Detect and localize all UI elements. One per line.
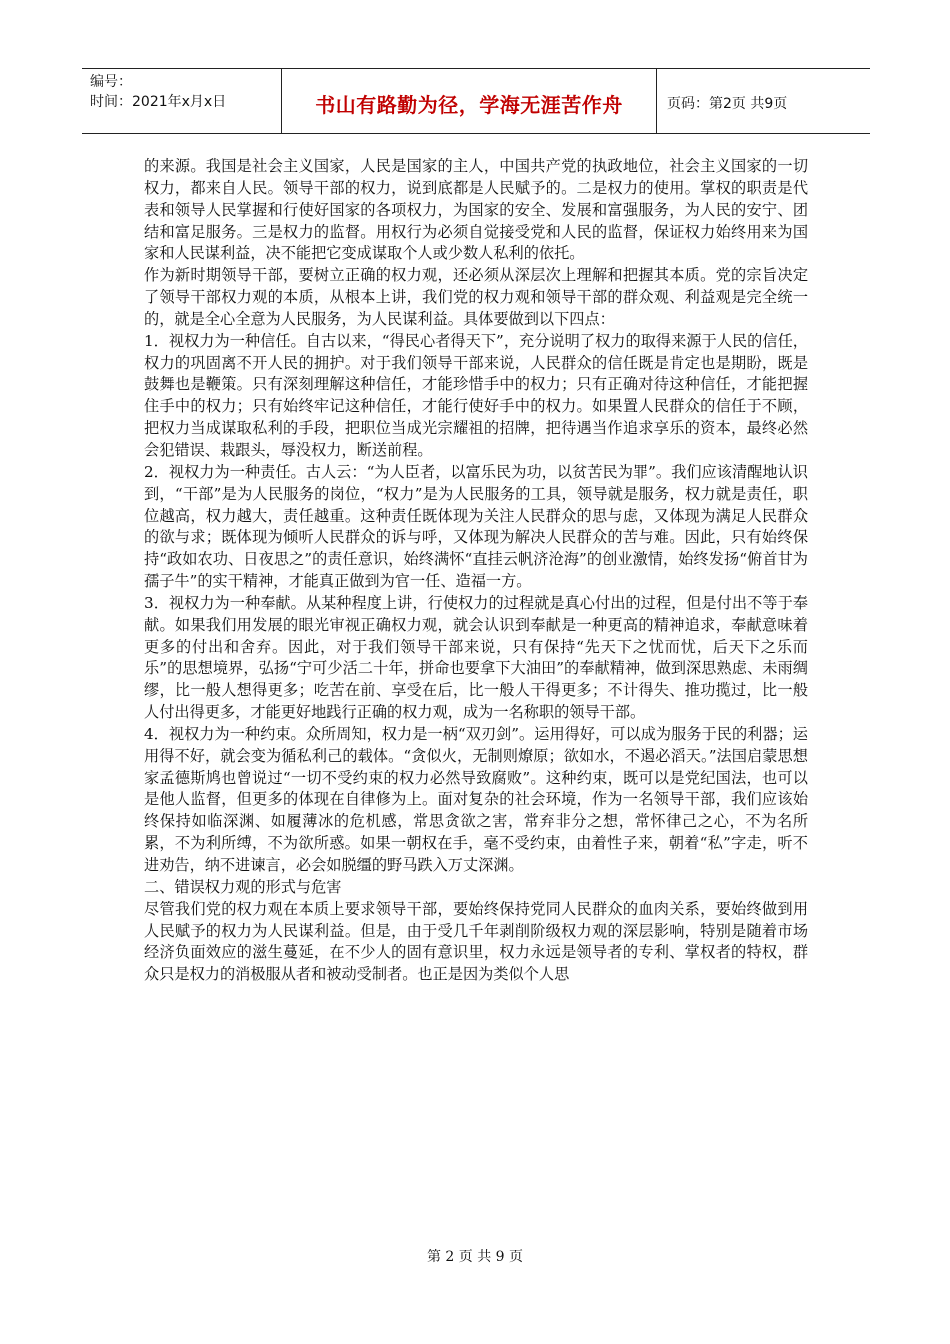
page-footer: 第 2 页 共 9 页 [426, 1249, 524, 1265]
page-header [82, 68, 870, 134]
paragraph: 3．视权力为一种奉献。从某种程度上讲，行使权力的过程就是真心付出的过程，但是付出不等于奉献。如果我们用发展的眼光审视正确权力观，就会认识到奉献是一种更高的精神追求，奉献意味着更多的付出和舍弃。因此，对于我们领导干部来说，只有保持“先天下之忧而忧，后天下之乐而乐”的思想境界，弘扬“宁可少活二十年，拼命也要拿下大油田”的奉献精神，做到深思熟虑、未雨绸缪，比一般人想得更多；吃苦在前、享受在后，比一般人干得更多；不计得失、推功揽过，比一般人付出得更多，才能更好地践行正确的权力观，成为一名称职的领导干部。 [144, 593, 808, 722]
section-heading: 二、错误权力观的形式与危害 [144, 877, 342, 896]
header-motto: 书山有路勤为径，学海无涯苦作舟 [282, 69, 657, 133]
date-line: 时间：2021年x月x日 [90, 94, 227, 110]
paragraph: 4．视权力为一种约束。众所周知，权力是一柄“双刃剑”。运用得好，可以成为服务于民的利器；运用得不好，就会变为循私利己的载体。“贪似火，无制则燎原；欲如水，不遏必滔天。”法国启蒙思想家孟德斯鸠也曾说过“一切不受约束的权力必然导致腐败”。这种约束，既可以是党纪国法，也可以是他人监督，但更多的体现在自律修为上。面对复杂的社会环境，作为一名领导干部，我们应该始终保持如临深渊、如履薄冰的危机感，常思贪欲之害，常弃非分之想，常怀律己之心，不为名所累，不为利所缚，不为欲所惑。如果一朝权在手，毫不受约束，由着性子来，朝着“私”字走，听不进劝告，纳不进谏言，必会如脱缰的野马跌入万丈深渊。 [144, 724, 808, 874]
header-meta [82, 69, 282, 133]
header-page-code: 页码：第2页 共9页 [667, 96, 788, 112]
paragraph: 作为新时期领导干部，要树立正确的权力观，还必须从深层次上理解和把握其本质。党的宗旨决定了领导干部权力观的本质，从根本上讲，我们党的权力观和领导干部的群众观、利益观是完全统一的，就是全心全意为人民服务，为人民谋利益。具体要做到以下四点： [144, 266, 808, 328]
document-body [144, 156, 808, 986]
paragraph: 的来源。我国是社会主义国家，人民是国家的主人，中国共产党的执政地位，社会主义国家的一切权力，都来自人民。领导干部的权力，说到底都是人民赋予的。二是权力的使用。掌权的职责是代表和领导人民掌握和行使好国家的各项权力，为国家的安全、发展和富强服务，为人民的安宁、团结和富足服务。三是权力的监督。用权行为必须自觉接受党和人民的监督，保证权力始终用来为国家和人民谋利益，决不能把它变成谋取个人或少数人私利的依托。 [144, 157, 808, 263]
paragraph: 2．视权力为一种责任。古人云：“为人臣者，以富乐民为功，以贫苦民为罪”。我们应该清醒地认识到，“干部”是为人民服务的岗位，“权力”是为人民服务的工具，领导就是服务，权力就是责任，职位越高，权力越大，责任越重。这种责任既体现为关注人民群众的思与虑，又体现为满足人民群众的欲与求；既体现为倾听人民群众的诉与呼，又体现为解决人民群众的苦与难。因此，只有始终保持“政如农功、日夜思之”的责任意识，始终满怀“直挂云帆济沧海”的创业激情，始终发扬“俯首甘为孺子牛”的实干精神，才能真正做到为官一任、造福一方。 [144, 462, 808, 591]
number-label: 编号： [90, 74, 132, 90]
paragraph: 1．视权力为一种信任。自古以来，“得民心者得天下”，充分说明了权力的取得来源于人民的信任，权力的巩固离不开人民的拥护。对于我们领导干部来说，人民群众的信任既是肯定也是期盼，既是鼓舞也是鞭策。只有深刻理解这种信任，才能珍惜手中的权力；只有正确对待这种信任，才能把握住手中的权力；只有始终牢记这种信任，才能行使好手中的权力。如果置人民群众的信任于不顾，把权力当成谋取私利的手段，把职位当成光宗耀祖的招牌，把待遇当作追求享乐的资本，最终必然会犯错误、栽跟头，辱没权力，断送前程。 [144, 331, 808, 459]
paragraph: 尽管我们党的权力观在本质上要求领导干部，要始终保持党同人民群众的血肉关系，要始终做到用人民赋予的权力为人民谋利益。但是，由于受几千年剥削阶级权力观的深层影响，特别是随着市场经济负面效应的滋生蔓延，在不少人的固有意识里，权力永远是领导者的专利、掌权者的特权，群众只是权力的消极服从者和被动受制者。也正是因为类似个人思 [144, 899, 808, 984]
